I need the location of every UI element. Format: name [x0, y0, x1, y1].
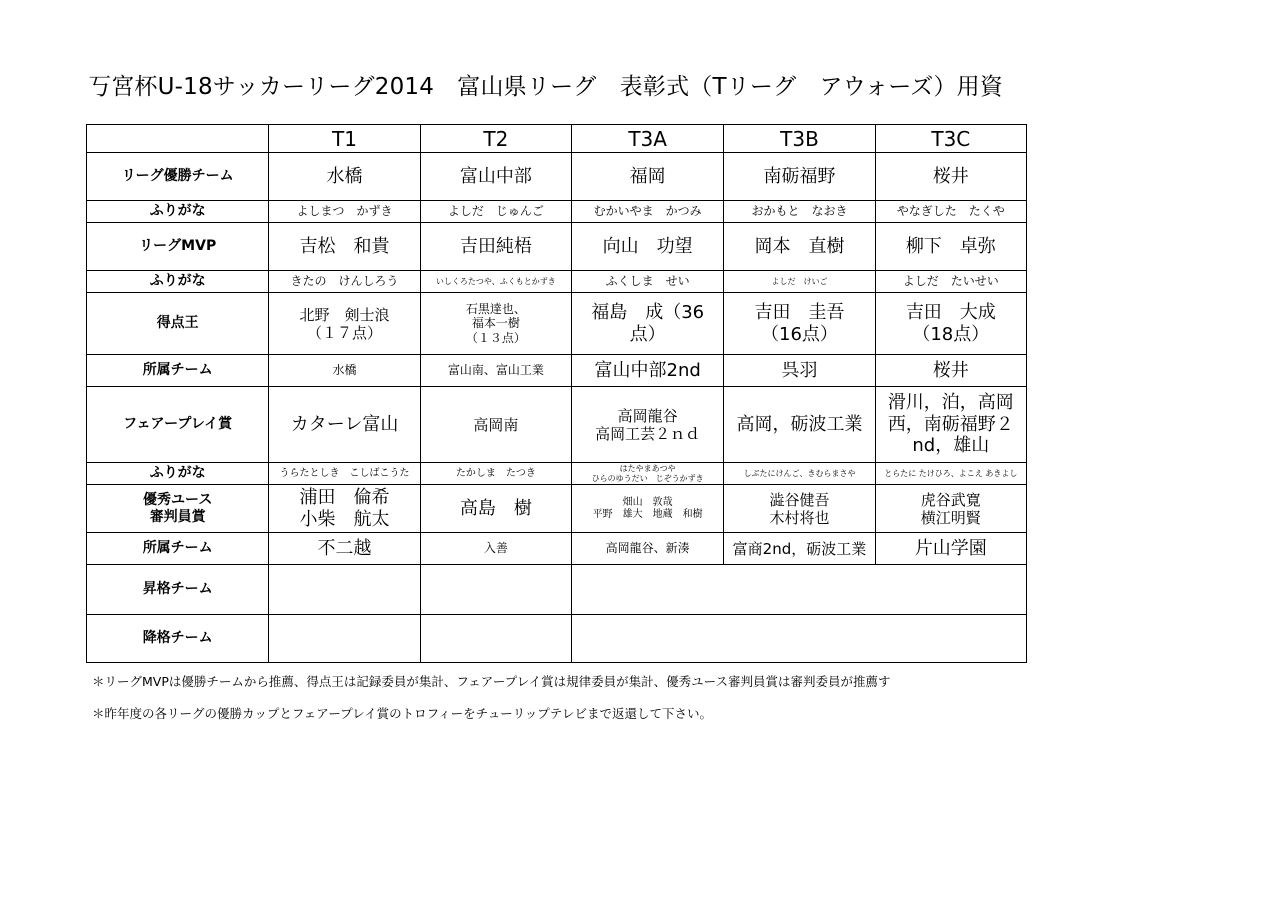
- row-label: リーグ優勝チーム: [87, 153, 269, 201]
- header-blank-cell: [87, 125, 269, 153]
- fairplay-t3a: 高岡龍谷 高岡工芸２ｎｄ: [572, 387, 724, 463]
- referee-team-t3a: 高岡龍谷、新湊: [572, 533, 724, 565]
- referee-team-t3b: 富商2nd，砺波工業: [724, 533, 875, 565]
- row-label: ふりがな: [87, 201, 269, 223]
- scorer-team-t1: 水橋: [269, 355, 420, 387]
- row-label: リーグMVP: [87, 223, 269, 271]
- mvp-t3b: 岡本 直樹: [724, 223, 875, 271]
- fairplay-t3b: 高岡，砺波工業: [724, 387, 875, 463]
- kana-t3c: やなぎした たくや: [875, 201, 1026, 223]
- kana-t1: きたの けんしろう: [269, 271, 420, 293]
- mvp-t3a: 向山 功望: [572, 223, 724, 271]
- promoted-t1: [269, 565, 420, 615]
- kana-t3b: しぶたにけんご、きむらまさや: [724, 463, 875, 485]
- column-header-t1: T1: [269, 125, 420, 153]
- column-header-t3c: T3C: [875, 125, 1026, 153]
- scorer-team-t3a: 富山中部2nd: [572, 355, 724, 387]
- row-fairplay: [87, 387, 1027, 463]
- referee-team-t3c: 片山学園: [875, 533, 1026, 565]
- row-label: 得点王: [87, 293, 269, 355]
- champion-t3c: 桜井: [875, 153, 1026, 201]
- row-label: 所属チーム: [87, 533, 269, 565]
- referee-t3a: 畑山 敦哉 平野 雄大 地蔵 和樹: [572, 485, 724, 533]
- row-label: ふりがな: [87, 271, 269, 293]
- mvp-t1: 吉松 和貴: [269, 223, 420, 271]
- kana-t3a: はたやまあつや ひらのゆうだい じぞうかずき: [572, 463, 724, 485]
- row-label: 優秀ユース 審判員賞: [87, 485, 269, 533]
- row-referee: [87, 485, 1027, 533]
- promoted-t3: [572, 565, 1027, 615]
- kana-t2: たかしま たつき: [420, 463, 571, 485]
- awards-table: [86, 124, 1027, 663]
- footnote-1: ＊リーグMVPは優勝チームから推薦、得点王は記録委員が集計、フェアープレイ賞は規律委員が集計、優秀ユース審判員賞は審判委員が推薦す: [92, 674, 891, 689]
- row-label: 所属チーム: [87, 355, 269, 387]
- kana-t3b: おかもと なおき: [724, 201, 875, 223]
- column-header-t3a: T3A: [572, 125, 724, 153]
- footnote-2: ＊昨年度の各リーグの優勝カップとフェアープレイ賞のトロフィーをチューリップテレビまで返還して下さい。: [92, 706, 713, 721]
- fairplay-t2: 高岡南: [420, 387, 571, 463]
- row-label: 降格チーム: [87, 615, 269, 663]
- scorer-t1: 北野 剣士浪 （１７点）: [269, 293, 420, 355]
- kana-t1: うらたとしき こしばこうた: [269, 463, 420, 485]
- row-promoted: [87, 565, 1027, 615]
- row-label: ふりがな: [87, 463, 269, 485]
- relegated-t2: [420, 615, 571, 663]
- mvp-t2: 吉田純梧: [420, 223, 571, 271]
- row-mvp: [87, 223, 1027, 271]
- column-header-t2: T2: [420, 125, 571, 153]
- champion-t3a: 福岡: [572, 153, 724, 201]
- kana-t1: よしまつ かずき: [269, 201, 420, 223]
- scorer-t3c: 吉田 大成 （18点）: [875, 293, 1026, 355]
- relegated-t3: [572, 615, 1027, 663]
- table-header-row: [87, 125, 1027, 153]
- column-header-t3b: T3B: [724, 125, 875, 153]
- scorer-team-t2: 富山南、富山工業: [420, 355, 571, 387]
- scorer-team-t3b: 呉羽: [724, 355, 875, 387]
- row-mvp-kana: [87, 271, 1027, 293]
- row-champion: [87, 153, 1027, 201]
- referee-t3c: 虎谷武寛 横江明賢: [875, 485, 1026, 533]
- champion-t3b: 南砺福野: [724, 153, 875, 201]
- row-label: フェアープレイ賞: [87, 387, 269, 463]
- kana-t2: いしくろたつや、ふくもとかずき: [420, 271, 571, 293]
- referee-t3b: 澁谷健吾 木村将也: [724, 485, 875, 533]
- fairplay-t3c: 滑川，泊，高岡 西，南砺福野２ nd，雄山: [875, 387, 1026, 463]
- mvp-t3c: 柳下 卓弥: [875, 223, 1026, 271]
- row-champion-kana: [87, 201, 1027, 223]
- scorer-t2: 石黒達也、 福本一樹 （１３点）: [420, 293, 571, 355]
- kana-t3a: ふくしま せい: [572, 271, 724, 293]
- kana-t3b: よしだ けいご: [724, 271, 875, 293]
- row-label: 昇格チーム: [87, 565, 269, 615]
- referee-t2: 高島 樹: [420, 485, 571, 533]
- row-top-scorer: [87, 293, 1027, 355]
- row-fairplay-kana: [87, 463, 1027, 485]
- document-title: 丂宮杯U-18サッカーリーグ2014 富山県リーグ 表彰式（Tリーグ アウォーズ）用資: [88, 74, 1004, 100]
- row-scorer-team: [87, 355, 1027, 387]
- fairplay-t1: カターレ富山: [269, 387, 420, 463]
- kana-t3c: よしだ たいせい: [875, 271, 1026, 293]
- scorer-t3a: 福島 成（36 点）: [572, 293, 724, 355]
- referee-team-t1: 不二越: [269, 533, 420, 565]
- kana-t3a: むかいやま かつみ: [572, 201, 724, 223]
- kana-t3c: とらたに たけひろ、よこえ あきよし: [875, 463, 1026, 485]
- row-referee-team: [87, 533, 1027, 565]
- scorer-team-t3c: 桜井: [875, 355, 1026, 387]
- promoted-t2: [420, 565, 571, 615]
- referee-team-t2: 入善: [420, 533, 571, 565]
- champion-t2: 富山中部: [420, 153, 571, 201]
- champion-t1: 水橋: [269, 153, 420, 201]
- row-relegated: [87, 615, 1027, 663]
- kana-t2: よしだ じゅんご: [420, 201, 571, 223]
- relegated-t1: [269, 615, 420, 663]
- scorer-t3b: 吉田 圭吾 （16点）: [724, 293, 875, 355]
- referee-t1: 浦田 倫希 小柴 航太: [269, 485, 420, 533]
